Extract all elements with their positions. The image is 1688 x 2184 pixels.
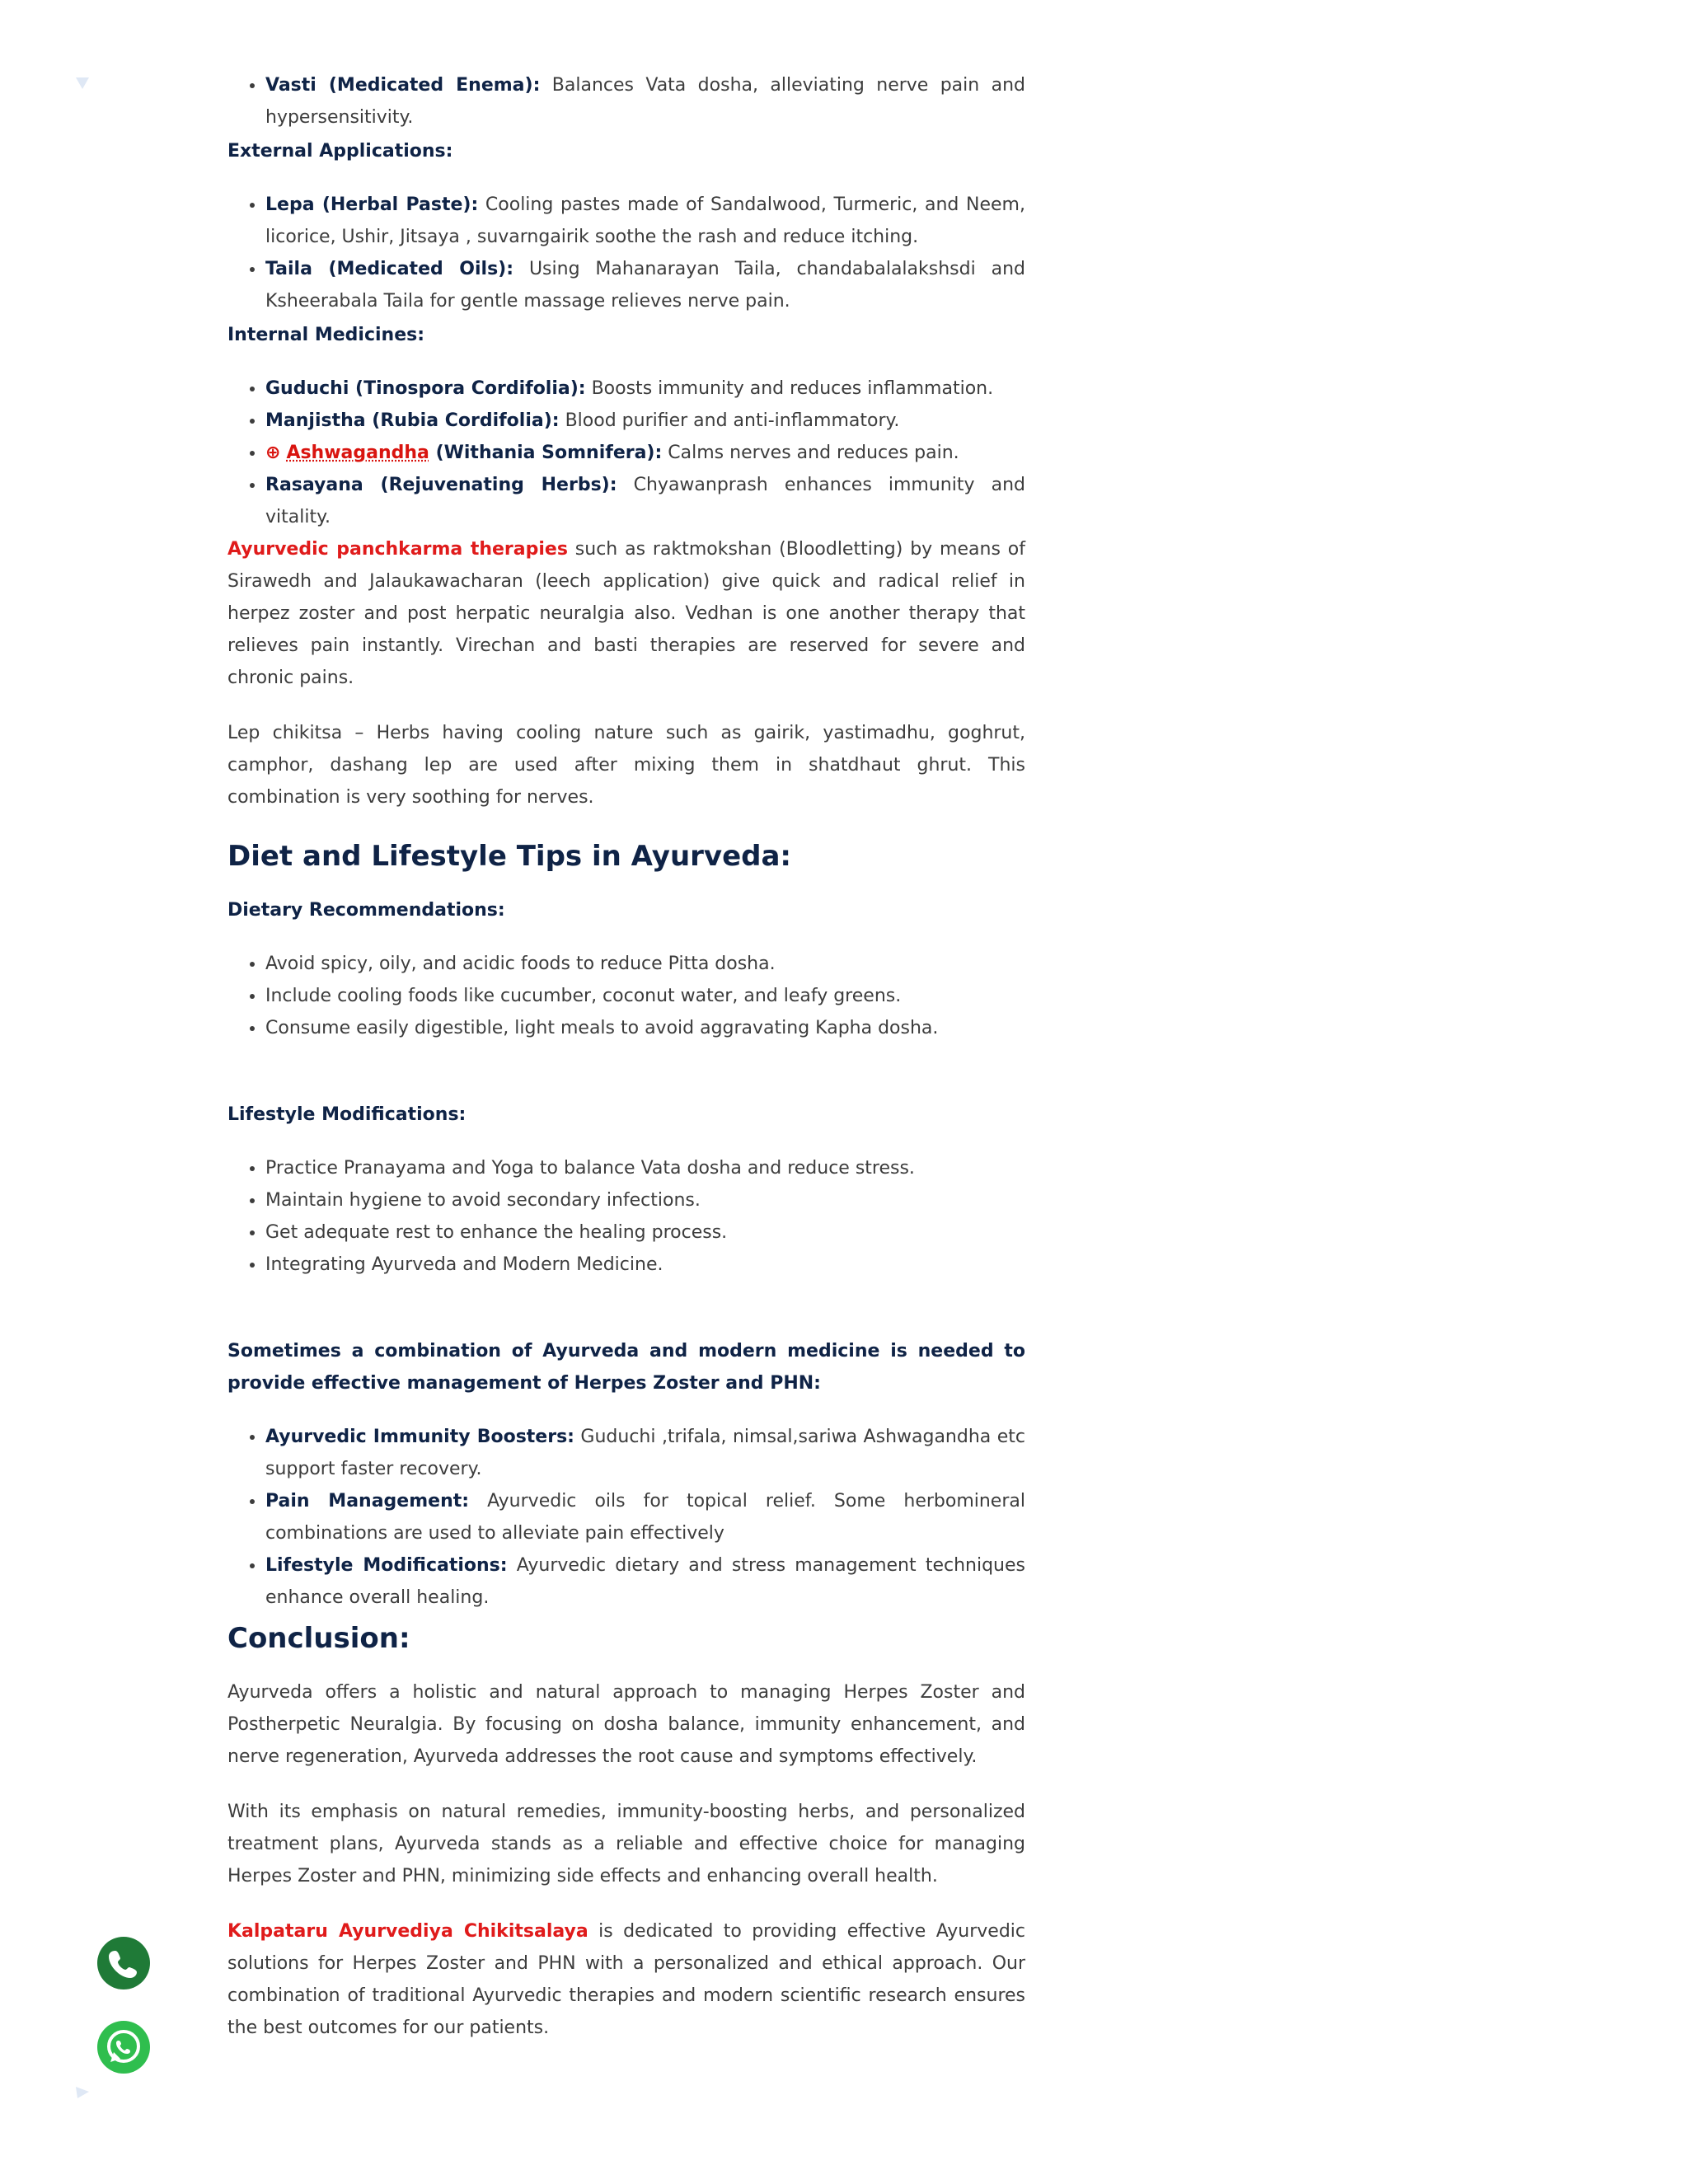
spacer (227, 1281, 1025, 1335)
item-label: Vasti (Medicated Enema): (265, 75, 541, 96)
phone-icon (97, 1937, 150, 1990)
item-text: Ayurvedic dietary and stress management techniques enhance overall healing. (265, 1555, 1025, 1608)
list-item (265, 69, 1025, 134)
panchakarma-list (227, 69, 1025, 134)
item-label: Manjistha (Rubia Cordifolia): (265, 410, 560, 431)
list-item: • Avoid spicy, oily, and acidic foods to reduce Pitta dosha. (265, 948, 1025, 980)
item-text: Calms nerves and reduces pain. (662, 443, 959, 463)
item-label: Guduchi (Tinospora Cordifolia): (265, 378, 586, 399)
internal-medicines-heading: Internal Medicines: (227, 325, 425, 345)
item-text: Using Mahanarayan Taila, chandabalalakshsdi and Ksheerabala Taila for gentle massage relieves nerve pain. (265, 259, 1025, 312)
list-item (265, 1485, 1025, 1549)
combination-list (227, 1421, 1025, 1614)
plus-circle-icon: ⊕ (265, 443, 281, 463)
list-item (265, 253, 1025, 317)
panchkarma-link[interactable]: Ayurvedic panchkarma therapies (227, 539, 568, 560)
internal-list (227, 373, 1025, 533)
item-text: Chyawanprash enhances immunity and vitality. (265, 475, 1025, 527)
list-item: • Consume easily digestible, light meals to avoid aggravating Kapha dosha. (265, 1012, 1025, 1044)
call-button[interactable] (97, 1937, 150, 1990)
item-label: Taila (Medicated Oils): (265, 259, 514, 279)
item-label: Lifestyle Modifications: (265, 1555, 508, 1576)
article-content (227, 69, 1025, 2067)
list-item: • Maintain hygiene to avoid secondary infections. (265, 1184, 1025, 1216)
item-text: Boosts immunity and reduces inflammation. (585, 378, 994, 399)
item-label: Ayurvedic Immunity Boosters: (265, 1427, 574, 1447)
corner-decoration-bottom (74, 2085, 91, 2100)
spacer (227, 1044, 1025, 1099)
corner-decoration-top (74, 76, 91, 91)
paragraph-text: is dedicated to providing effective Ayurvedic solutions for Herpes Zoster and PHN with a personalized and ethical approach. Our combination of traditional Ayurvedic therapies and modern scientific research ensures the best outcomes for our patients. (227, 1921, 1025, 2038)
item-text: Blood purifier and anti-inflammatory. (559, 410, 900, 431)
combination-heading (227, 1335, 1025, 1399)
item-text: Cooling pastes made of Sandalwood, Turmeric, and Neem, licorice, Ushir, Jitsaya , suvarngairik soothe the rash and reduce itching. (265, 194, 1025, 247)
combination-heading-text: Sometimes a combination of Ayurveda and modern medicine is needed to provide effective management of Herpes Zoster and PHN: (227, 1341, 1025, 1394)
conclusion-paragraph-3 (227, 1915, 1025, 2044)
list-item: • Get adequate rest to enhance the healing process. (265, 1216, 1025, 1249)
list-item (265, 437, 1025, 469)
external-applications-heading: External Applications: (227, 141, 453, 162)
list-item (265, 189, 1025, 253)
whatsapp-button[interactable] (97, 2021, 150, 2074)
panchkarma-paragraph (227, 533, 1025, 694)
list-item: • Include cooling foods like cucumber, coconut water, and leafy greens. (265, 980, 1025, 1012)
paragraph-text: such as raktmokshan (Bloodletting) by means of Sirawedh and Jalaukawacharan (leech application) give quick and radical relief in herpez zoster and post herpatic neuralgia also. Vedhan is one another therapy that relieves pain instantly. Virechan and basti therapies are reserved for severe and chronic pains. (227, 539, 1025, 688)
list-item (265, 405, 1025, 437)
whatsapp-icon (97, 2021, 150, 2074)
item-text: Guduchi ,trifala, nimsal,sariwa Ashwagandha etc support faster recovery. (265, 1427, 1025, 1479)
external-list (227, 189, 1025, 317)
list-item: • Integrating Ayurveda and Modern Medicine. (265, 1249, 1025, 1281)
conclusion-heading: Conclusion: (227, 1622, 410, 1655)
dietary-recommendations-heading: Dietary Recommendations: (227, 900, 505, 921)
item-label: Lepa (Herbal Paste): (265, 194, 479, 215)
list-item (265, 373, 1025, 405)
clinic-link[interactable]: Kalpataru Ayurvediya Chikitsalaya (227, 1921, 588, 1942)
list-item (265, 1421, 1025, 1485)
ashwagandha-link[interactable]: Ashwagandha (286, 443, 429, 463)
item-label: Rasayana (Rejuvenating Herbs): (265, 475, 617, 495)
conclusion-paragraph-1: Ayurveda offers a holistic and natural approach to managing Herpes Zoster and Postherpetic Neuralgia. By focusing on dosha balance, immunity enhancement, and nerve regeneration, Ayurveda addresses the root cause and symptoms effectively. (227, 1682, 1025, 1767)
list-item (265, 1549, 1025, 1614)
item-label: (Withania Somnifera): (429, 443, 663, 463)
lifestyle-list (227, 1152, 1025, 1281)
list-item (265, 469, 1025, 533)
list-item: • Practice Pranayama and Yoga to balance Vata dosha and reduce stress. (265, 1152, 1025, 1184)
item-text: Ayurvedic oils for topical relief. Some herbomineral combinations are used to alleviate pain effectively (265, 1491, 1025, 1544)
item-text: Balances Vata dosha, alleviating nerve pain and hypersensitivity. (265, 75, 1025, 128)
item-label: Pain Management: (265, 1491, 470, 1511)
dietary-list (227, 948, 1025, 1044)
conclusion-paragraph-2: With its emphasis on natural remedies, immunity-boosting herbs, and personalized treatment plans, Ayurveda stands as a reliable and effective choice for managing Herpes Zoster and PHN, minimizing side effects and enhancing overall health. (227, 1802, 1025, 1886)
lep-chikitsa-paragraph: Lep chikitsa – Herbs having cooling nature such as gairik, yastimadhu, goghrut, camphor, dashang lep are used after mixing them in shatdhaut ghrut. This combination is very soothing for nerves. (227, 723, 1025, 808)
lifestyle-modifications-heading: Lifestyle Modifications: (227, 1104, 467, 1125)
diet-lifestyle-heading: Diet and Lifestyle Tips in Ayurveda: (227, 840, 792, 873)
